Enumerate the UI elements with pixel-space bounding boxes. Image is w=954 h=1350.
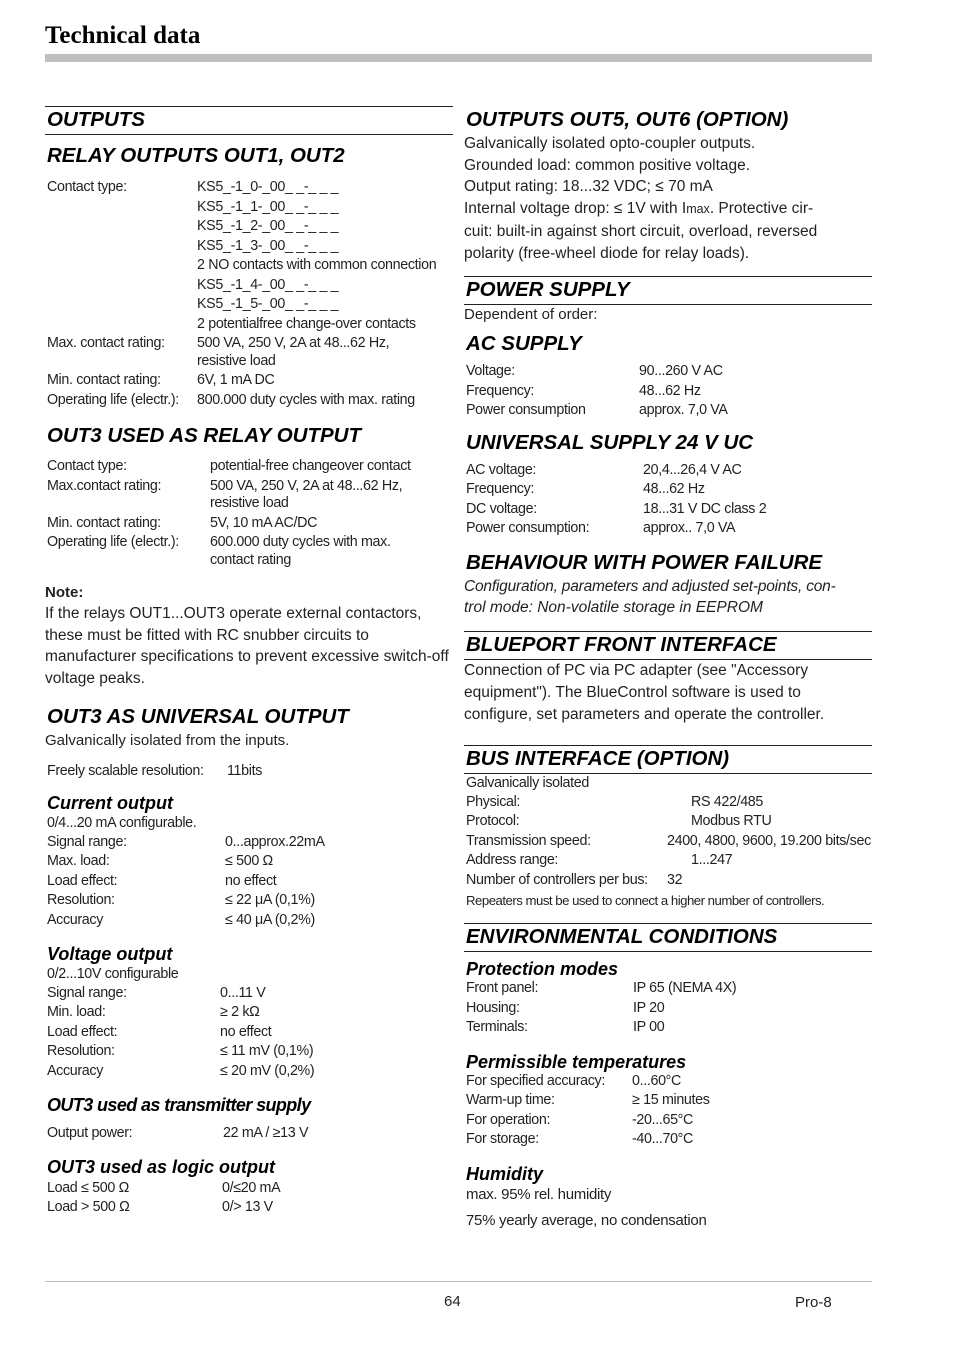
- out56-heading: OUTPUTS OUT5, OUT6 (OPTION): [466, 108, 789, 131]
- bus-row: [466, 852, 871, 872]
- row-value: ≤ 20 mV (0,2%): [220, 1062, 315, 1079]
- row-value: ≥ 15 minutes: [632, 1092, 710, 1109]
- out56-text-4: [464, 198, 872, 221]
- current-intro: 0/4...20 mA configurable.: [47, 815, 197, 832]
- row-label: Max.contact rating:: [47, 477, 162, 494]
- blueport-text-2: equipment"). The BlueControl software is used to: [464, 683, 801, 701]
- row-label: Load > 500 Ω: [47, 1199, 130, 1216]
- outputs-heading: OUTPUTS: [45, 106, 453, 135]
- row-value: 0...11 V: [220, 984, 266, 1001]
- row-value: potential-free changeover contact: [210, 458, 411, 474]
- voltage-rows: [47, 985, 314, 1083]
- logic-rows: [47, 1180, 280, 1219]
- relay-row: [47, 316, 442, 336]
- relay-row: [47, 392, 442, 412]
- ac-rows: [466, 363, 728, 422]
- row-label: For storage:: [466, 1131, 539, 1148]
- row-label: Transmission speed:: [466, 832, 591, 849]
- env-heading: ENVIRONMENTAL CONDITIONS: [464, 923, 872, 952]
- row-label: Accuracy: [47, 1062, 103, 1079]
- row-value: RS 422/485: [691, 793, 764, 810]
- relay-row: [47, 179, 442, 199]
- row-value: 48...62 Hz: [639, 382, 701, 399]
- row-label: Housing:: [466, 999, 520, 1016]
- row-label: [47, 218, 197, 238]
- uc-row: [466, 501, 766, 521]
- note-title: Note:: [45, 584, 84, 601]
- out3-relay-row: [47, 515, 435, 535]
- humidity-text-2: 75% yearly average, no condensation: [466, 1211, 707, 1229]
- temp-row: [466, 1112, 710, 1132]
- row-value: KS5_-1_5-_00_ _-_ _ _: [197, 296, 339, 312]
- row-label: Address range:: [466, 852, 559, 869]
- relay-table: [47, 179, 442, 411]
- failure-heading: BEHAVIOUR WITH POWER FAILURE: [466, 550, 823, 574]
- logic-table: [47, 1180, 280, 1219]
- uc-row: [466, 462, 766, 482]
- row-value: 5V, 10 mA AC/DC: [210, 514, 318, 531]
- row-label: Frequency:: [466, 481, 535, 498]
- voltage-heading: Voltage output: [47, 944, 173, 965]
- temp-table: [466, 1073, 710, 1151]
- row-value: ≤ 500 Ω: [225, 853, 273, 870]
- left-column: [45, 104, 453, 1219]
- row-value: KS5_-1_0-_00_ _-_ _ _: [197, 179, 339, 195]
- out3-relay-rows: [47, 458, 435, 571]
- page-title: Technical data: [45, 22, 201, 49]
- current-row: [47, 853, 325, 873]
- row-label: Resolution:: [47, 1043, 115, 1060]
- uc-row: [466, 520, 766, 540]
- failure-text-2: trol mode: Non-volatile storage in EEPROM: [464, 599, 763, 617]
- row-label: [47, 296, 197, 316]
- row-label: Front panel:: [466, 980, 539, 997]
- row-value: approx.. 7,0 VA: [643, 520, 736, 537]
- row-label: Signal range:: [47, 984, 127, 1001]
- footer-rule: [45, 1281, 872, 1282]
- row-label: Min. contact rating:: [47, 514, 161, 531]
- current-row: [47, 873, 325, 893]
- row-value: 6V, 1 mA DC: [197, 372, 275, 388]
- voltage-row: [47, 1063, 314, 1083]
- row-value: no effect: [220, 1023, 272, 1040]
- row-value: 0...60°C: [632, 1072, 682, 1089]
- relay-row: [47, 372, 442, 392]
- uc-row: [466, 481, 766, 501]
- ac-heading: AC SUPPLY: [466, 332, 582, 356]
- resolution-row: [47, 763, 262, 781]
- logic-heading: OUT3 used as logic output: [47, 1156, 276, 1177]
- row-value: 48...62 Hz: [643, 481, 705, 498]
- row-label: DC voltage:: [466, 500, 537, 517]
- relay-rows: [47, 179, 442, 411]
- voltage-row: [47, 1043, 314, 1063]
- bus-row: [466, 794, 871, 814]
- ac-table: [466, 363, 728, 422]
- relay-heading: RELAY OUTPUTS OUT1, OUT2: [47, 144, 345, 167]
- row-label: Load effect:: [47, 1023, 118, 1040]
- transmitter-heading: OUT3 used as transmitter supply: [47, 1095, 311, 1116]
- out56-text-4a: Internal voltage drop: ≤ 1V with I: [464, 200, 687, 218]
- out56-text-6: polarity (free-wheel diode for relay loads).: [464, 244, 750, 262]
- protection-row: [466, 1019, 736, 1039]
- row-value: 500 VA, 250 V, 2A at 48...62 Hz, resistive load: [210, 477, 403, 511]
- blueport-text-3: configure, set parameters and operate the controller.: [464, 705, 825, 723]
- row-value: KS5_-1_1-_00_ _-_ _ _: [197, 198, 339, 215]
- current-row: [47, 892, 325, 912]
- out56-text-5: cuit: built-in against short circuit, overload, reversed: [464, 222, 818, 240]
- relay-row: [47, 238, 442, 258]
- transmitter-label: Output power:: [47, 1125, 133, 1142]
- row-label: Terminals:: [466, 1019, 528, 1036]
- row-label: Power consumption:: [466, 520, 590, 537]
- row-value: Modbus RTU: [691, 813, 772, 830]
- row-label: Resolution:: [47, 892, 115, 909]
- row-value: 0/≤20 mA: [222, 1179, 281, 1196]
- row-label: For specified accuracy:: [466, 1072, 605, 1089]
- row-label: [47, 199, 197, 219]
- doc-reference: Pro-8: [795, 1294, 832, 1311]
- transmitter-value: 22 mA / ≥13 V: [223, 1125, 309, 1142]
- out3-relay-table: [47, 458, 435, 571]
- protection-heading: Protection modes: [466, 959, 619, 980]
- current-row: [47, 912, 325, 932]
- bus-row: [466, 813, 871, 833]
- bus-note: Repeaters must be used to connect a higher number of controllers.: [466, 893, 825, 909]
- protection-row: [466, 980, 736, 1000]
- relay-row: [47, 335, 442, 372]
- uc-rows: [466, 462, 766, 540]
- row-value: 18...31 V DC class 2: [643, 500, 767, 517]
- bus-row: [466, 872, 871, 892]
- row-label: Operating life (electr.):: [47, 391, 179, 408]
- resolution-label: Freely scalable resolution:: [47, 762, 204, 779]
- transmitter-row: [47, 1125, 308, 1143]
- row-value: IP 00: [633, 1019, 665, 1036]
- out56-text-3: Output rating: 18...32 VDC; ≤ 70 mA: [464, 178, 713, 196]
- row-value: ≤ 11 mV (0,1%): [220, 1043, 314, 1060]
- out3-relay-row: [47, 458, 435, 478]
- bus-heading: BUS INTERFACE (OPTION): [464, 745, 872, 774]
- universal-heading: OUT3 AS UNIVERSAL OUTPUT: [47, 704, 349, 728]
- row-value: -40...70°C: [632, 1131, 694, 1148]
- temp-heading: Permissible temperatures: [466, 1051, 687, 1072]
- resolution-table: [47, 763, 262, 781]
- current-rows: [47, 834, 325, 932]
- bus-row: [466, 833, 871, 853]
- row-label: Voltage:: [466, 363, 515, 380]
- out3-relay-heading: OUT3 USED AS RELAY OUTPUT: [47, 424, 361, 447]
- relay-row: [47, 277, 442, 297]
- row-value: KS5_-1_4-_00_ _-_ _ _: [197, 276, 339, 293]
- title-bar: [45, 54, 872, 62]
- protection-row: [466, 1000, 736, 1020]
- row-value: 500 VA, 250 V, 2A at 48...62 Hz, resistive load: [197, 335, 390, 369]
- row-label: [47, 238, 197, 258]
- ac-row: [466, 363, 728, 383]
- row-value: 2 potentialfree change-over contacts: [197, 315, 416, 332]
- note-text: If the relays OUT1...OUT3 operate external contactors, these must be fitted with RC snubber circuits to manufacturer specifications to prevent excessive switch-off voltage peaks.: [45, 605, 449, 688]
- current-row: [47, 834, 325, 854]
- row-label: Max. load:: [47, 853, 110, 870]
- row-value: -20...65°C: [632, 1111, 694, 1128]
- row-label: [47, 257, 197, 277]
- row-label: Frequency:: [466, 382, 535, 399]
- humidity-heading: Humidity: [466, 1163, 544, 1184]
- row-value: approx. 7,0 VA: [639, 402, 728, 419]
- row-label: Min. contact rating:: [47, 372, 161, 388]
- row-label: For operation:: [466, 1111, 551, 1128]
- ac-row: [466, 383, 728, 403]
- row-value: KS5_-1_3-_00_ _-_ _ _: [197, 237, 339, 254]
- humidity-text-1: max. 95% rel. humidity: [466, 1185, 612, 1203]
- row-label: AC voltage:: [466, 461, 537, 478]
- out56-text-4b: max: [686, 202, 710, 217]
- voltage-table: [47, 985, 314, 1083]
- row-value: 0/> 13 V: [222, 1199, 273, 1216]
- logic-row: [47, 1199, 280, 1219]
- row-value: IP 65 (NEMA 4X): [633, 980, 737, 997]
- row-label: Protocol:: [466, 813, 520, 830]
- row-value: 600.000 duty cycles with max. contact rating: [210, 534, 391, 568]
- voltage-row: [47, 985, 314, 1005]
- row-value: KS5_-1_2-_00_ _-_ _ _: [197, 218, 339, 234]
- bus-table: [466, 794, 871, 892]
- row-label: Load ≤ 500 Ω: [47, 1179, 129, 1196]
- out3-relay-row: [47, 534, 435, 571]
- row-label: Power consumption: [466, 402, 586, 419]
- row-label: [47, 277, 197, 297]
- protection-table: [466, 980, 736, 1039]
- failure-text-1: Configuration, parameters and adjusted set-points, con-: [464, 577, 836, 595]
- page-number: 64: [444, 1293, 461, 1310]
- transmitter-table: [47, 1125, 308, 1143]
- temp-row: [466, 1073, 710, 1093]
- logic-row: [47, 1180, 280, 1200]
- row-label: Max. contact rating:: [47, 335, 165, 351]
- protection-rows: [466, 980, 736, 1039]
- row-label: Accuracy: [47, 911, 103, 928]
- row-value: ≥ 2 kΩ: [220, 1004, 260, 1021]
- row-value: 90...260 V AC: [639, 363, 723, 380]
- row-label: Min. load:: [47, 1004, 106, 1021]
- out56-text-1: Galvanically isolated opto-coupler outputs.: [464, 135, 756, 152]
- row-value: ≤ 22 μA (0,1%): [225, 892, 315, 909]
- row-value: no effect: [225, 872, 277, 889]
- power-text: Dependent of order:: [464, 306, 598, 324]
- power-heading: POWER SUPPLY: [464, 276, 872, 305]
- ac-row: [466, 402, 728, 422]
- row-value: 0...approx.22mA: [225, 833, 325, 850]
- blueport-text-1: Connection of PC via PC adapter (see "Accessory: [464, 662, 809, 680]
- out3-relay-row: [47, 478, 435, 515]
- resolution-value: 11bits: [227, 762, 262, 779]
- row-value: 800.000 duty cycles with max. rating: [197, 391, 415, 408]
- temp-row: [466, 1092, 710, 1112]
- relay-row: [47, 199, 442, 219]
- blueport-heading: BLUEPORT FRONT INTERFACE: [464, 631, 872, 660]
- row-label: Warm-up time:: [466, 1092, 555, 1109]
- row-label: Contact type:: [47, 458, 127, 474]
- relay-row: [47, 296, 442, 316]
- row-label: Number of controllers per bus:: [466, 871, 648, 888]
- out56-text-4c: . Protective cir-: [709, 200, 814, 218]
- row-label: [47, 316, 197, 336]
- row-value: ≤ 40 μA (0,2%): [225, 911, 315, 928]
- voltage-row: [47, 1004, 314, 1024]
- row-label: Contact type:: [47, 179, 127, 195]
- temp-rows: [466, 1073, 710, 1151]
- right-column: [464, 104, 872, 1231]
- uc-table: [466, 462, 766, 540]
- relay-row: [47, 257, 442, 277]
- voltage-intro: 0/2...10V configurable: [47, 966, 179, 983]
- row-label: Signal range:: [47, 833, 127, 850]
- voltage-row: [47, 1024, 314, 1044]
- out56-text-2: Grounded load: common positive voltage.: [464, 156, 751, 174]
- row-value: 2 NO contacts with common connection: [197, 257, 437, 273]
- universal-text: Galvanically isolated from the inputs.: [45, 731, 290, 749]
- uc-heading: UNIVERSAL SUPPLY 24 V UC: [466, 430, 754, 454]
- current-heading: Current output: [47, 793, 173, 814]
- row-value: 32: [667, 871, 683, 888]
- current-table: [47, 834, 325, 932]
- row-value: 2400, 4800, 9600, 19.200 bits/sec: [667, 832, 871, 849]
- row-label: Operating life (electr.):: [47, 534, 179, 550]
- row-value: 20,4...26,4 V AC: [643, 461, 742, 478]
- row-label: Physical:: [466, 793, 521, 810]
- relay-row: [47, 218, 442, 238]
- row-value: 1...247: [691, 852, 733, 869]
- row-label: Load effect:: [47, 872, 118, 889]
- bus-intro: Galvanically isolated: [466, 775, 589, 792]
- row-value: IP 20: [633, 999, 665, 1016]
- temp-row: [466, 1131, 710, 1151]
- bus-rows: [466, 794, 871, 892]
